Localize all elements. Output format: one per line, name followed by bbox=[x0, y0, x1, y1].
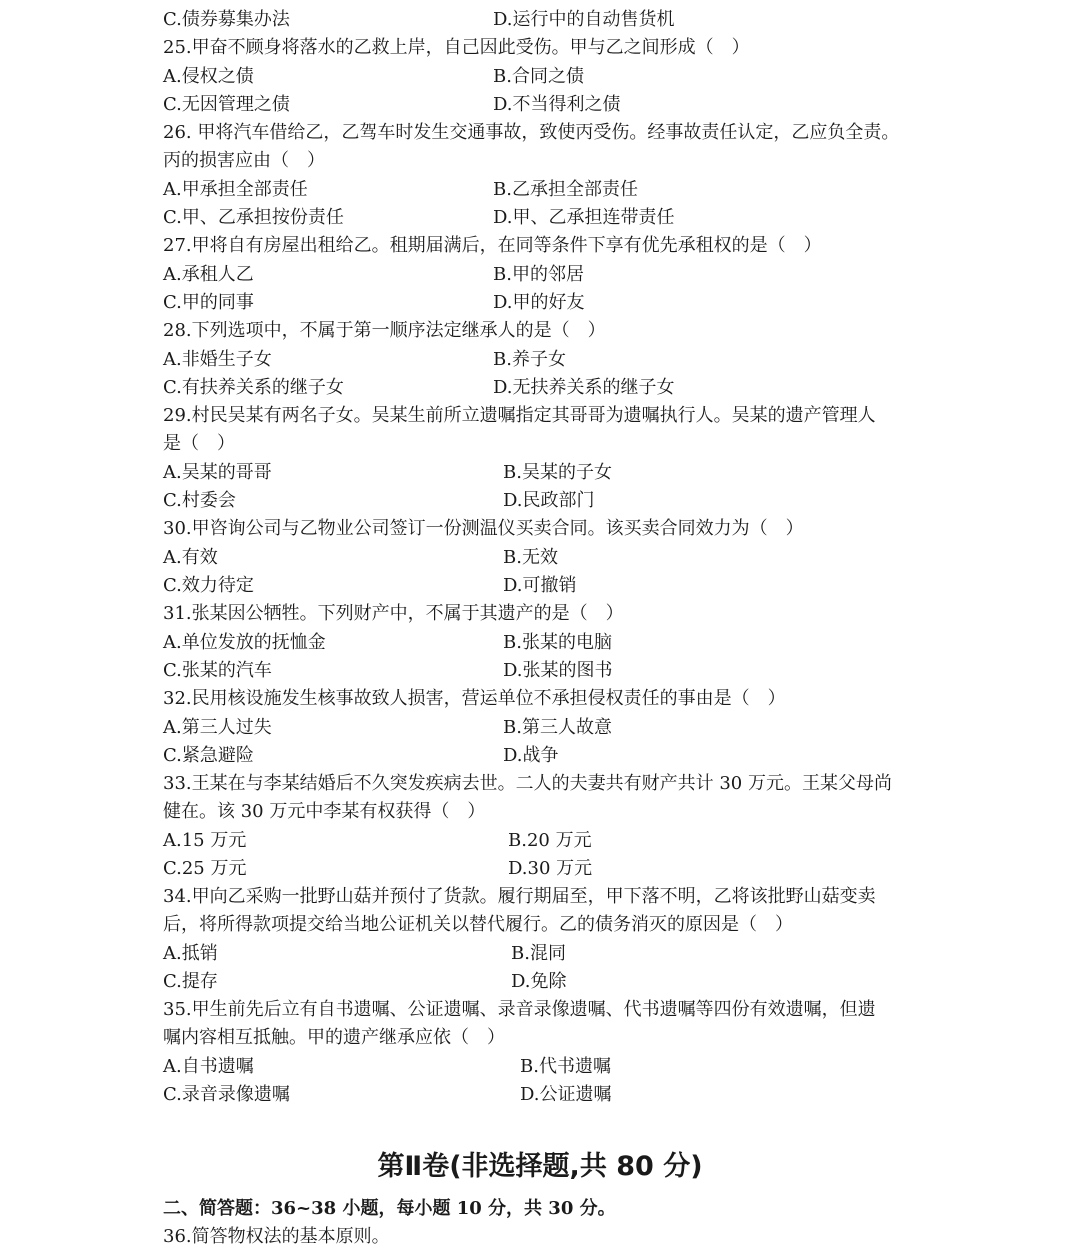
q35-option-d: D.公证遗嘱 bbox=[520, 1084, 612, 1105]
q30-option-d: D.可撤销 bbox=[503, 575, 577, 596]
q30-options-row-1 bbox=[163, 546, 923, 570]
q28-option-b: B.养子女 bbox=[493, 349, 566, 370]
q27-stem: 27.甲将自有房屋出租给乙。租期届满后，在同等条件下享有优先承租权的是（ ） bbox=[163, 235, 822, 256]
q35-option-c: C.录音录像遗嘱 bbox=[163, 1084, 290, 1105]
q35-stem-line-1: 35.甲生前先后立有自书遗嘱、公证遗嘱、录音录像遗嘱、代书遗嘱等四份有效遗嘱，但遗 bbox=[163, 999, 876, 1020]
q28-options-row-1 bbox=[163, 348, 923, 372]
q25-options-row-1 bbox=[163, 65, 923, 89]
q32-option-c: C.紧急避险 bbox=[163, 745, 254, 766]
q29-option-a: A.吴某的哥哥 bbox=[163, 462, 272, 483]
q25-option-a: A.侵权之债 bbox=[163, 66, 254, 87]
q28-option-d: D.无扶养关系的继子女 bbox=[493, 377, 675, 398]
q25-stem: 25.甲奋不顾身将落水的乙救上岸，自己因此受伤。甲与乙之间形成（ ） bbox=[163, 37, 750, 58]
q26-option-b: B.乙承担全部责任 bbox=[493, 179, 638, 200]
q25-option-b: B.合同之债 bbox=[493, 66, 584, 87]
q25-options-row-2 bbox=[163, 93, 923, 117]
q28-options-row-2 bbox=[163, 376, 923, 400]
q30-option-b: B.无效 bbox=[503, 547, 558, 568]
q31-option-b: B.张某的电脑 bbox=[503, 632, 612, 653]
q29-option-b: B.吴某的子女 bbox=[503, 462, 612, 483]
q29-stem-line-1: 29.村民吴某有两名子女。吴某生前所立遗嘱指定其哥哥为遗嘱执行人。吴某的遗产管理人 bbox=[163, 405, 876, 426]
q32-options-row-1 bbox=[163, 716, 923, 740]
q35-option-a: A.自书遗嘱 bbox=[163, 1056, 254, 1077]
q26-options-row-2 bbox=[163, 206, 923, 230]
q26-stem-line-1: 26. 甲将汽车借给乙，乙驾车时发生交通事故，致使丙受伤。经事故责任认定，乙应负全责。 bbox=[163, 122, 900, 143]
q25-option-c: C.无因管理之债 bbox=[163, 94, 290, 115]
q29-stem-line-2: 是（ ） bbox=[163, 433, 235, 454]
q27-options-row-1 bbox=[163, 263, 923, 287]
q33-option-d: D.30 万元 bbox=[508, 858, 593, 879]
q34-option-c: C.提存 bbox=[163, 971, 218, 992]
q24-option-d: D.运行中的自动售货机 bbox=[493, 9, 675, 30]
q33-stem-line-1: 33.王某在与李某结婚后不久突发疾病去世。二人的夫妻共有财产共计 30 万元。王某父母尚 bbox=[163, 773, 892, 794]
q25-option-d: D.不当得利之债 bbox=[493, 94, 621, 115]
q32-option-b: B.第三人故意 bbox=[503, 717, 612, 738]
q32-options-row-2 bbox=[163, 744, 923, 768]
q33-option-c: C.25 万元 bbox=[163, 858, 247, 879]
q27-option-a: A.承租人乙 bbox=[163, 264, 254, 285]
q27-option-d: D.甲的好友 bbox=[493, 292, 585, 313]
q26-options-row-1 bbox=[163, 178, 923, 202]
q31-option-c: C.张某的汽车 bbox=[163, 660, 272, 681]
q34-option-a: A.抵销 bbox=[163, 943, 218, 964]
q29-options-row-2 bbox=[163, 489, 923, 513]
q28-option-c: C.有扶养关系的继子女 bbox=[163, 377, 344, 398]
q32-option-d: D.战争 bbox=[503, 745, 559, 766]
q30-options-row-2 bbox=[163, 574, 923, 598]
q30-stem: 30.甲咨询公司与乙物业公司签订一份测温仪买卖合同。该买卖合同效力为（ ） bbox=[163, 518, 804, 539]
q35-options-row-2 bbox=[163, 1083, 923, 1107]
q30-option-a: A.有效 bbox=[163, 547, 218, 568]
q24-options-row-2 bbox=[163, 8, 923, 32]
q26-option-a: A.甲承担全部责任 bbox=[163, 179, 308, 200]
q34-options-row-2 bbox=[163, 970, 923, 994]
q24-option-c: C.债券募集办法 bbox=[163, 9, 290, 30]
q34-stem-line-1: 34.甲向乙采购一批野山菇并预付了货款。履行期届至，甲下落不明，乙将该批野山菇变卖 bbox=[163, 886, 876, 907]
q34-option-b: B.混同 bbox=[511, 943, 566, 964]
q32-stem: 32.民用核设施发生核事故致人损害，营运单位不承担侵权责任的事由是（ ） bbox=[163, 688, 786, 709]
q33-options-row-2 bbox=[163, 857, 923, 881]
q35-option-b: B.代书遗嘱 bbox=[520, 1056, 611, 1077]
q33-options-row-1 bbox=[163, 829, 923, 853]
q33-option-a: A.15 万元 bbox=[163, 830, 247, 851]
q26-option-c: C.甲、乙承担按份责任 bbox=[163, 207, 344, 228]
q35-stem-line-2: 嘱内容相互抵触。甲的遗产继承应依（ ） bbox=[163, 1027, 505, 1048]
q30-option-c: C.效力待定 bbox=[163, 575, 254, 596]
q29-options-row-1 bbox=[163, 461, 923, 485]
part-2-title: 第Ⅱ卷(非选择题,共 80 分) bbox=[377, 1151, 703, 1182]
q33-stem-line-2: 健在。该 30 万元中李某有权获得（ ） bbox=[163, 801, 486, 822]
q33-option-b: B.20 万元 bbox=[508, 830, 592, 851]
q29-option-c: C.村委会 bbox=[163, 490, 236, 511]
q34-stem-line-2: 后，将所得款项提交给当地公证机关以替代履行。乙的债务消灭的原因是（ ） bbox=[163, 914, 793, 935]
q31-options-row-2 bbox=[163, 659, 923, 683]
q29-option-d: D.民政部门 bbox=[503, 490, 595, 511]
q36-stem: 36.简答物权法的基本原则。 bbox=[163, 1226, 390, 1247]
q27-option-c: C.甲的同事 bbox=[163, 292, 254, 313]
q31-option-a: A.单位发放的抚恤金 bbox=[163, 632, 326, 653]
q31-options-row-1 bbox=[163, 631, 923, 655]
q26-option-d: D.甲、乙承担连带责任 bbox=[493, 207, 675, 228]
q31-stem: 31.张某因公牺牲。下列财产中，不属于其遗产的是（ ） bbox=[163, 603, 624, 624]
q28-option-a: A.非婚生子女 bbox=[163, 349, 272, 370]
q34-options-row-1 bbox=[163, 942, 923, 966]
q27-option-b: B.甲的邻居 bbox=[493, 264, 584, 285]
q27-options-row-2 bbox=[163, 291, 923, 315]
q31-option-d: D.张某的图书 bbox=[503, 660, 613, 681]
q26-stem-line-2: 丙的损害应由（ ） bbox=[163, 150, 325, 171]
q32-option-a: A.第三人过失 bbox=[163, 717, 272, 738]
q35-options-row-1 bbox=[163, 1055, 923, 1079]
short-answer-section-heading: 二、简答题：36~38 小题，每小题 10 分，共 30 分。 bbox=[163, 1198, 616, 1219]
q34-option-d: D.免除 bbox=[511, 971, 567, 992]
q28-stem: 28.下列选项中，不属于第一顺序法定继承人的是（ ） bbox=[163, 320, 606, 341]
